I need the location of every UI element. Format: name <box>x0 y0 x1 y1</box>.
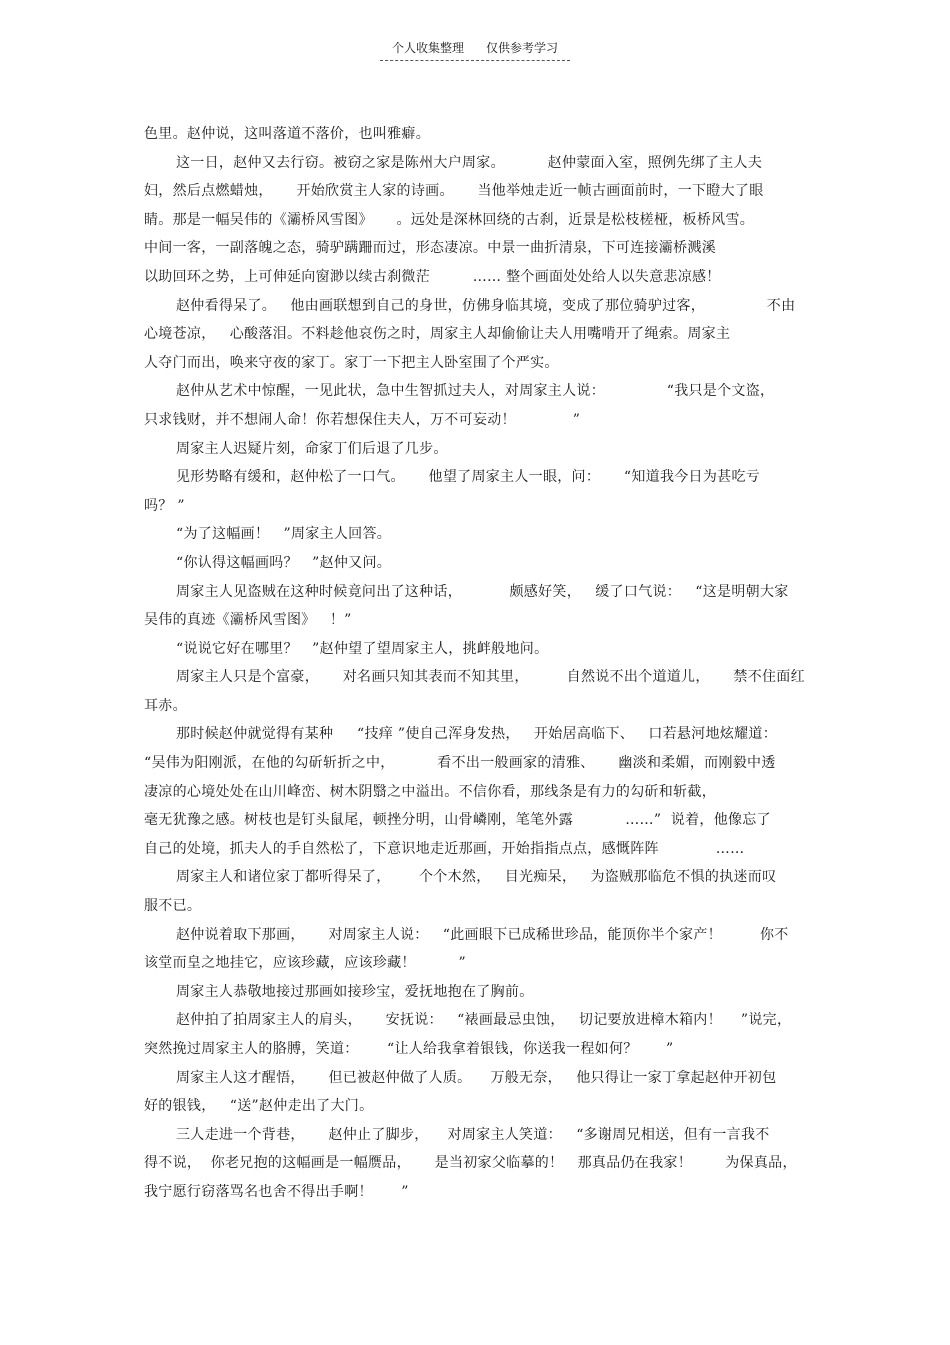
text-line: 突然挽过周家主人的胳膊，笑道： “让人给我拿着银钱，你送我一程如何？ ” <box>144 1041 674 1057</box>
paragraph-line: “说说它好在哪里？ ”赵仲望了望周家主人，挑衅般地问。 <box>176 640 549 657</box>
paragraph-line: 见形势略有缓和，赵仲松了一口气。 他望了周家主人一眼，问： “知道我今日为甚吃亏 <box>176 469 761 486</box>
page-header <box>380 40 570 61</box>
text-line: 只求钱财，并不想闹人命！你若想保住夫人，万不可妄动！ ” <box>144 411 581 428</box>
header-left-text: 个人收集整理 <box>391 41 464 55</box>
paragraph-line: 三人走进一个背巷， 赵仲止了脚步， 对周家主人笑道： “多谢周兄相送，但有一言我不 <box>176 1126 770 1143</box>
text-line: 心境苍凉， 心酸落泪。不料趁他哀伤之时，周家主人却偷偷让夫人用嘴啃开了绳索。周家主 <box>144 326 731 343</box>
paragraph-line: 周家主人和诸位家丁都听得呆了， 个个木然， 目光痴呆， 为盗贼那临危不惧的执迷而叹 <box>176 869 777 886</box>
paragraph-line: 赵仲从艺术中惊醒，一见此状，急中生智抓过夫人，对周家主人说： “我只是个文盗， <box>176 383 775 400</box>
text-line: 色里。赵仲说，这叫落道不落价，也叫雅癖。 <box>144 126 430 142</box>
text-line: 人夺门而出，唤来守夜的家丁。家丁一下把主人卧室围了个严实。 <box>144 354 559 371</box>
text-line: 自己的处境，抓夫人的手自然松了，下意识地走近那画，开始指指点点，感慨阵阵 …… <box>144 840 745 857</box>
paragraph-line: 周家主人见盗贼在这种时候竟问出了这种话， 颇感好笑， 缓了口气说： “这是明朝大家 <box>176 583 789 600</box>
text-line: 我宁愿行窃落骂名也舍不得出手啊！ ” <box>144 1183 409 1200</box>
paragraph-line: 那时候赵仲就觉得有某种 “技痒 ”使自己浑身发热， 开始居高临下、 口若悬河地炫耀道： <box>176 726 778 743</box>
text-line: 吴伟的真迹《灞桥风雪图》 ！” <box>144 612 352 629</box>
paragraph-line: 周家主人只是个富豪， 对名画只知其表而不知其里， 自然说不出个道道儿， 禁不住面红 <box>176 669 805 686</box>
text-line: “吴伟为阳刚派，在他的勾斫斩折之中， 看不出一般画家的清雅、 幽淡和柔媚，而刚毅中透 <box>144 755 776 772</box>
paragraph-line: 赵仲拍了拍周家主人的肩头， 安抚说： “裱画最忌虫蚀， 切记要放进樟木箱内！ ”说完， <box>176 1012 792 1029</box>
paragraph-line: 赵仲看得呆了。 他由画联想到自己的身世，仿佛身临其境，变成了那位骑驴过客， 不由 <box>176 297 796 314</box>
paragraph-line: 周家主人这才醒悟， 但已被赵仲做了人质。 万般无奈， 他只得让一家丁拿起赵仲开初包 <box>176 1069 777 1086</box>
text-line: 以助回环之势，上可伸延向窗渺以续古刹微茫 …… 整个画面处处给人以失意悲凉感！ <box>144 268 721 285</box>
paragraph-line: 周家主人恭敬地接过那画如接珍宝，爱抚地抱在了胸前。 <box>176 983 534 1000</box>
text-line: 毫无犹豫之感。树枝也是钉头鼠尾，顿挫分明，山骨嶙刚，笔笔外露 ……” 说着，他像忘了 <box>144 812 771 829</box>
paragraph-line: 这一日，赵仲又去行窃。被窃之家是陈州大户周家。 赵仲蒙面入室，照例先绑了主人夫 <box>176 154 763 171</box>
text-line: 得不说， 你老兄抱的这幅画是一幅赝品， 是当初家父临摹的！ 那真品仍在我家！ 为保真品， <box>144 1155 797 1172</box>
text-line: 该堂而皇之地挂它，应该珍藏，应该珍藏！ ” <box>144 955 466 972</box>
paragraph-line: “为了这幅画！ ”周家主人回答。 <box>176 526 392 543</box>
text-line: 耳赤。 <box>144 697 187 714</box>
text-line: 好的银钱， “送”赵仲走出了大门。 <box>144 1098 374 1115</box>
text-line: 中间一客，一副落魄之态，骑驴蹒跚而过，形态凄凉。中景一曲折清泉，下可连接灞桥溅溪 <box>144 240 716 257</box>
paragraph-line: 周家主人迟疑片刻，命家丁们后退了几步。 <box>176 440 448 457</box>
paragraph-line: 赵仲说着取下那画， 对周家主人说： “此画眼下已成稀世珍品，能顶你半个家产！ 你不 <box>176 926 789 943</box>
text-line: 吗？ ” <box>144 497 185 514</box>
text-line: 睛。那是一幅吴伟的《灞桥风雪图》 。远处是深林回绕的古刹，近景是松枝槎桠，板桥风雪。 <box>144 211 755 228</box>
story-body <box>144 120 806 1207</box>
text-line: 服不已。 <box>144 898 202 915</box>
text-line: 妇，然后点燃蜡烛， 开始欣赏主人家的诗画。 当他举烛走近一帧古画面前时，一下瞪大了眼 <box>144 183 764 200</box>
header-right-text: 仅供参考学习 <box>486 41 559 55</box>
paragraph-line: “你认得这幅画吗？ ”赵仲又问。 <box>176 554 392 571</box>
text-line: 凄凉的心境处处在山川峰峦、树木阴翳之中溢出。不信你看，那线条是有力的勾斫和斩截， <box>144 783 716 800</box>
